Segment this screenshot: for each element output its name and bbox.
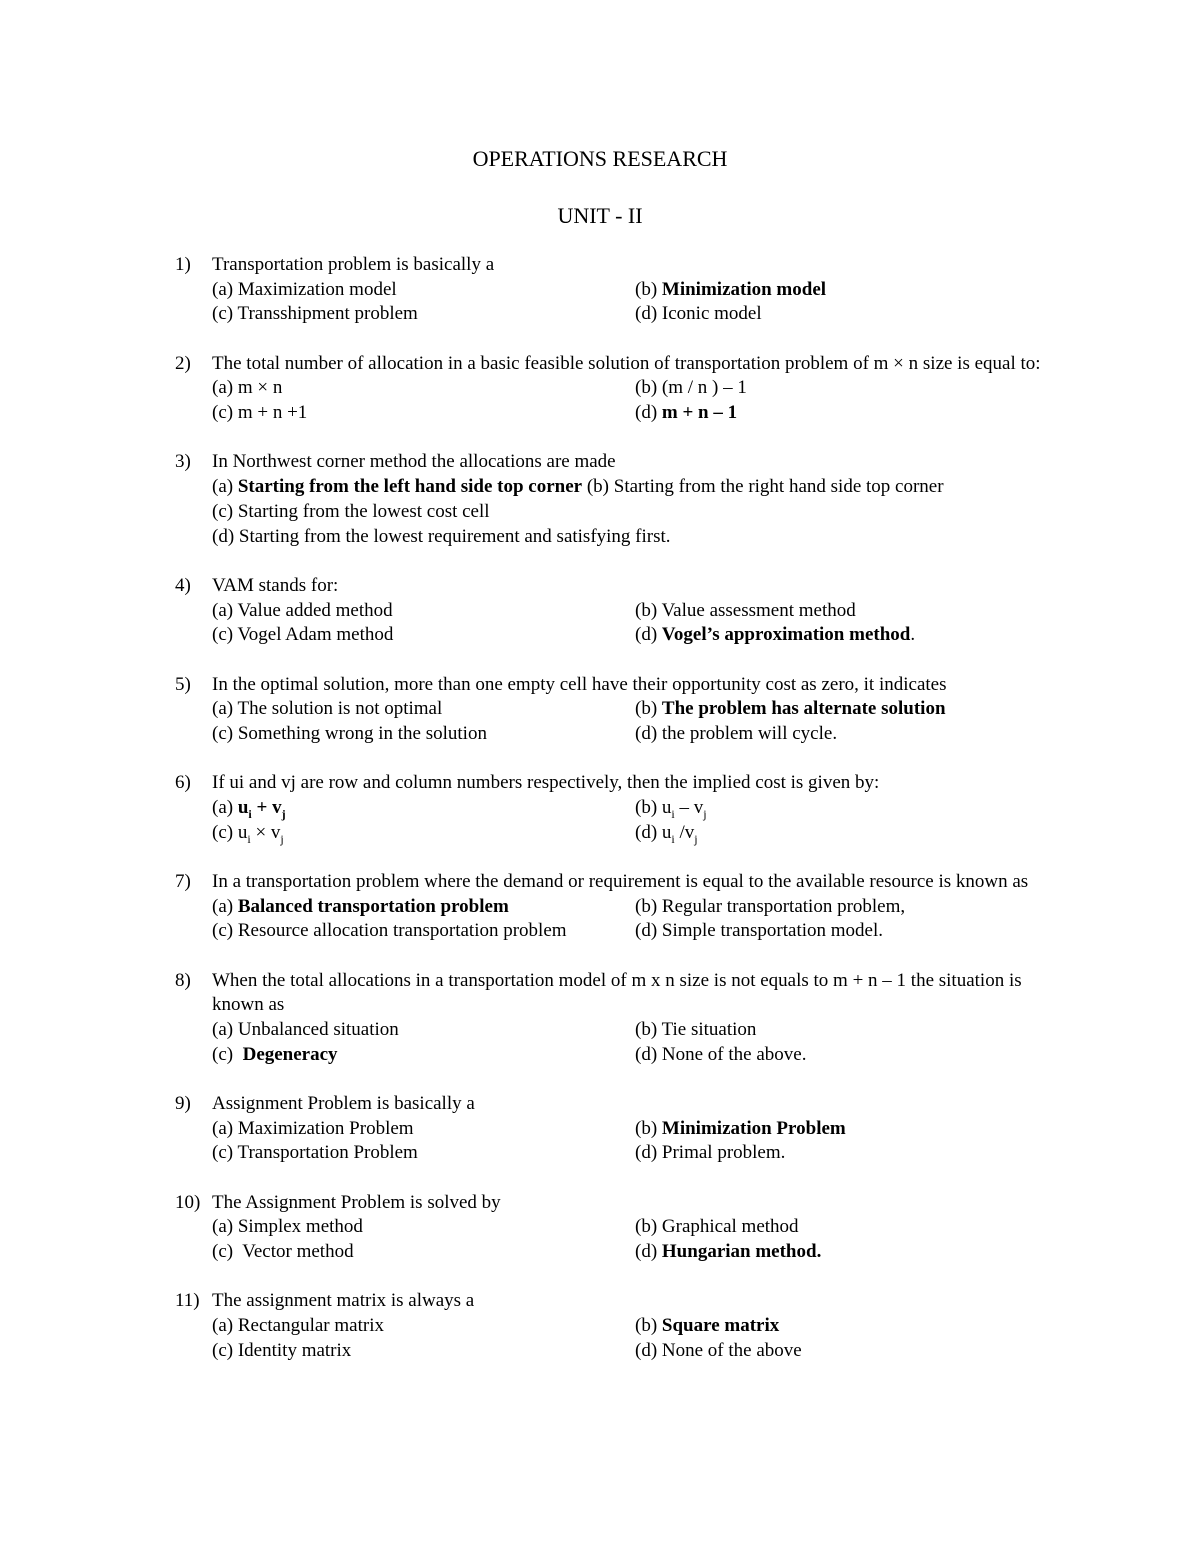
unit-heading: UNIT - II [557,203,643,228]
question-number: 1) [175,254,191,275]
option-c: (c) Vogel Adam method [212,624,394,646]
option-a: (a) m × n [212,377,283,399]
question-1 [175,253,1065,327]
option-a: (a) Value added method [212,599,393,621]
option-d: (d) Iconic model [635,303,762,325]
question-text: In Northwest corner method the allocations are made [212,451,616,473]
question-text: The Assignment Problem is solved by [212,1191,501,1213]
question-text: If ui and vj are row and column numbers respectively, then the implied cost is given by: [212,772,880,794]
question-text: Assignment Problem is basically a [212,1093,475,1115]
option-a: (a) Unbalanced situation [212,1019,399,1041]
question-10 [175,1191,1065,1265]
option-c: (c) m + n +1 [212,402,308,424]
question-number: 4) [175,574,191,596]
question-text: The total number of allocation in a basic feasible solution of transportation problem of m × n size is equal to: [212,352,1041,374]
option-a-correct: (a) Starting from the left hand side top corner [212,476,583,498]
question-number: 5) [175,673,191,695]
option-c: (c) Vector method [212,1241,354,1263]
question-number: 2) [175,352,191,374]
option-b: (b) Value assessment method [635,599,856,621]
option-b-correct: (b) The problem has alternate solution [635,698,946,720]
question-number: 9) [175,1093,191,1115]
option-d: (d) Starting from the lowest requirement and satisfying first. [212,525,671,547]
option-a: (a) Rectangular matrix [212,1315,384,1337]
option-b: (b) Graphical method [635,1216,799,1238]
option-c: (c) Transportation Problem [212,1142,418,1164]
option-d: (d) None of the above. [635,1043,807,1065]
question-list [175,253,1065,1388]
question-text: In a transportation problem where the demand or requirement is equal to the available resource is known as [212,870,1029,892]
option-d: (d) None of the above [635,1339,802,1361]
option-d-correct: (d) Vogel’s approximation method. [635,624,916,646]
question-9 [175,1092,1065,1166]
question-5 [175,673,1065,747]
option-b: (b) Starting from the right hand side top corner [582,476,944,498]
question-text: Transportation problem is basically a [212,254,495,275]
question-7 [175,870,1065,944]
option-c: (c) Starting from the lowest cost cell [212,500,490,522]
option-c: (c) Identity matrix [212,1339,352,1361]
option-c: (c) Resource allocation transportation problem [212,920,567,942]
option-d: (d) the problem will cycle. [635,722,838,744]
question-number: 7) [175,870,191,892]
option-d: (d) $u_i$ $/v_j$ [635,821,698,846]
option-a-correct: (a) $u_i + v_j$ [212,796,286,821]
question-number: 3) [175,451,191,473]
option-b-correct: (b) Square matrix [635,1315,780,1337]
question-text: The assignment matrix is always a [212,1290,475,1312]
page-title: OPERATIONS RESEARCH [472,146,728,171]
question-8 [175,969,1065,1068]
question-11 [175,1289,1065,1363]
option-b: (b) Tie situation [635,1019,757,1041]
option-a-correct: (a) Balanced transportation problem [212,895,509,917]
option-a: (a) Simplex method [212,1216,363,1238]
option-d: (d) Primal problem. [635,1142,786,1164]
question-text: VAM stands for: [212,574,339,596]
option-b-correct: (b) Minimization model [635,278,827,300]
question-3 [175,450,1065,549]
option-a: (a) The solution is not optimal [212,698,443,720]
option-a: (a) Maximization Problem [212,1117,414,1139]
question-4 [175,574,1065,648]
option-d-correct: (d) Hungarian method. [635,1241,822,1263]
option-c-correct: (c) Degeneracy [212,1043,338,1065]
option-b: (b) (m / n ) – 1 [635,377,747,399]
question-2 [175,352,1065,426]
question-text: When the total allocations in a transportation model of m x n size is not equals to m + n – 1 the situation is known as [212,969,1022,1016]
option-b: (b) $u_i - v_j$ [635,796,707,821]
question-number: 6) [175,772,191,794]
option-c: (c) Transshipment problem [212,303,418,325]
question-number: 11) [175,1290,200,1312]
option-c: (c) Something wrong in the solution [212,722,487,744]
question-text: In the optimal solution, more than one empty cell have their opportunity cost as zero, it indicates [212,673,947,695]
option-c: (c) $u_i \times v_j$ [212,821,284,846]
option-a: (a) Maximization model [212,278,397,300]
option-b-correct: (b) Minimization Problem [635,1117,846,1139]
question-number: 10) [175,1191,201,1213]
question-number: 8) [175,969,191,991]
option-d-correct: (d) m + n – 1 [635,402,738,424]
option-d: (d) Simple transportation model. [635,920,884,942]
option-b: (b) Regular transportation problem, [635,895,906,917]
question-6 [175,771,1065,845]
